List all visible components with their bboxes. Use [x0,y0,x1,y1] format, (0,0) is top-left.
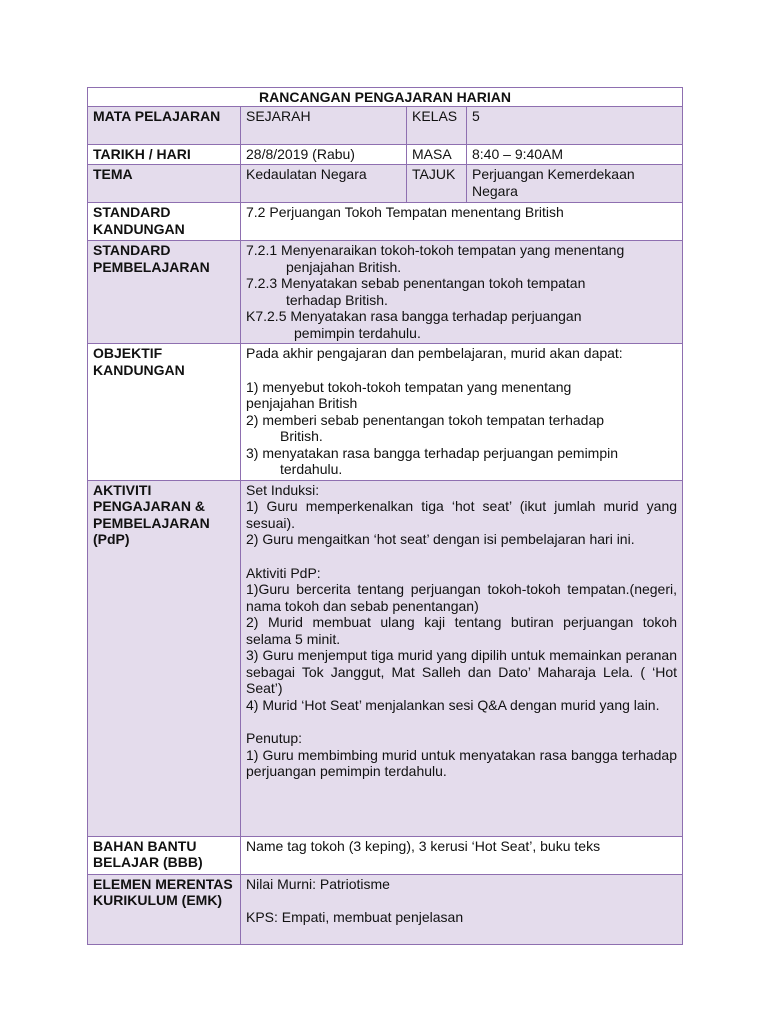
penutup-heading: Penutup: [246,730,303,746]
kelas-value: 5 [467,106,683,144]
kelas-label: KELAS [407,106,467,144]
emk-nilai: Nilai Murni: Patriotisme [246,875,390,892]
lesson-plan-table [87,87,683,945]
induksi-step-2: 2) Guru mengaitkan ‘hot seat’ dengan isi pembelajaran hari ini. [246,531,635,547]
objektif-label: OBJEKTIF KANDUNGAN [88,344,241,481]
theme-label: TEMA [88,165,241,203]
pdp-step-1: 1)Guru bercerita tentang perjuangan tokoh-tokoh tempatan.(negeri, nama tokoh dan sebab penentangan) [246,581,678,614]
induksi-step-1: 1) Guru memperkenalkan tiga ‘hot seat’ (ikut jumlah murid yang sesuai). [246,498,678,531]
subject-value: SEJARAH [241,106,407,144]
pdp-step-4: 4) Murid ‘Hot Seat’ menjalankan sesi Q&A dengan murid yang lain. [246,696,660,713]
pdp-step-2: 2) Murid membuat ulang kaji tentang butiran perjuangan tokoh selama 5 minit. [246,614,678,647]
objektif-item-3: 3) menyatakan rasa bangga terhadap perjuangan pemimpin [246,444,619,461]
sp-item-2: 7.2.3 Menyatakan sebab penentangan tokoh tempatan [246,275,586,291]
emk-kps: KPS: Empati, membuat penjelasan [246,909,464,925]
standard-kandungan-label: STANDARD KANDUNGAN [88,203,241,241]
tajuk-label: TAJUK [407,165,467,203]
standard-pembelajaran-label: STANDARD PEMBELAJARAN [88,241,241,344]
masa-label: MASA [407,144,467,165]
standard-pembelajaran-value [241,241,683,344]
bbb-row [88,836,683,874]
aktiviti-value [241,480,683,836]
lesson-plan-sheet [87,87,682,945]
objektif-item-3-cont: terdahulu. [280,461,343,477]
tajuk-value: Perjuangan Kemerdekaan Negara [467,165,683,203]
title-row [88,88,683,107]
pdp-step-3: 3) Guru menjemput tiga murid yang dipilih untuk memainkan peranan sebagai Tok Janggut, Mat Salleh dan Dato’ Maharaja Lela. ( ‘Hot Seat’) [246,647,678,696]
sp-item-1-cont: penjajahan British. [286,258,402,275]
bbb-label: BAHAN BANTU BELAJAR (BBB) [88,836,241,874]
sp-item-3-cont: pemimpin terdahulu. [294,324,421,341]
objektif-item-2-cont: British. [280,428,323,444]
standard-kandungan-value: 7.2 Perjuangan Tokoh Tempatan menentang British [241,203,683,241]
standard-pembelajaran-row [88,241,683,344]
theme-value: Kedaulatan Negara [241,165,407,203]
objektif-value [241,344,683,481]
aktiviti-row [88,480,683,836]
masa-value: 8:40 – 9:40AM [467,144,683,165]
objektif-intro: Pada akhir pengajaran dan pembelajaran, murid akan dapat: [246,345,623,361]
emk-row [88,874,683,944]
subject-row [88,106,683,144]
subject-label: MATA PELAJARAN [88,106,241,144]
sp-item-1: 7.2.1 Menyenaraikan tokoh-tokoh tempatan yang menentang [246,242,625,258]
objektif-item-2: 2) memberi sebab penentangan tokoh tempatan terhadap [246,411,605,428]
objektif-row [88,344,683,481]
bbb-value: Name tag tokoh (3 keping), 3 kerusi ‘Hot Seat’, buku teks [241,836,683,874]
page-title: RANCANGAN PENGAJARAN HARIAN [88,88,683,107]
sp-item-2-cont: terhadap British. [286,291,388,308]
date-row [88,144,683,165]
emk-label: ELEMEN MERENTAS KURIKULUM (EMK) [88,874,241,944]
set-induksi-heading: Set Induksi: [246,481,320,498]
theme-row [88,165,683,203]
penutup-step-1: 1) Guru membimbing murid untuk menyatakan rasa bangga terhadap perjuangan pemimpin terdahulu. [246,746,678,779]
aktiviti-label: AKTIVITI PENGAJARAN & PEMBELAJARAN (PdP) [88,480,241,836]
standard-kandungan-row [88,203,683,241]
pdp-heading: Aktiviti PdP: [246,564,321,581]
emk-value [241,874,683,944]
sp-item-3: K7.2.5 Menyatakan rasa bangga terhadap perjuangan [246,308,582,324]
date-value: 28/8/2019 (Rabu) [241,144,407,165]
objektif-item-1: 1) menyebut tokoh-tokoh tempatan yang menentang [246,378,572,395]
date-label: TARIKH / HARI [88,144,241,165]
objektif-item-1-cont: penjajahan British [246,395,358,411]
